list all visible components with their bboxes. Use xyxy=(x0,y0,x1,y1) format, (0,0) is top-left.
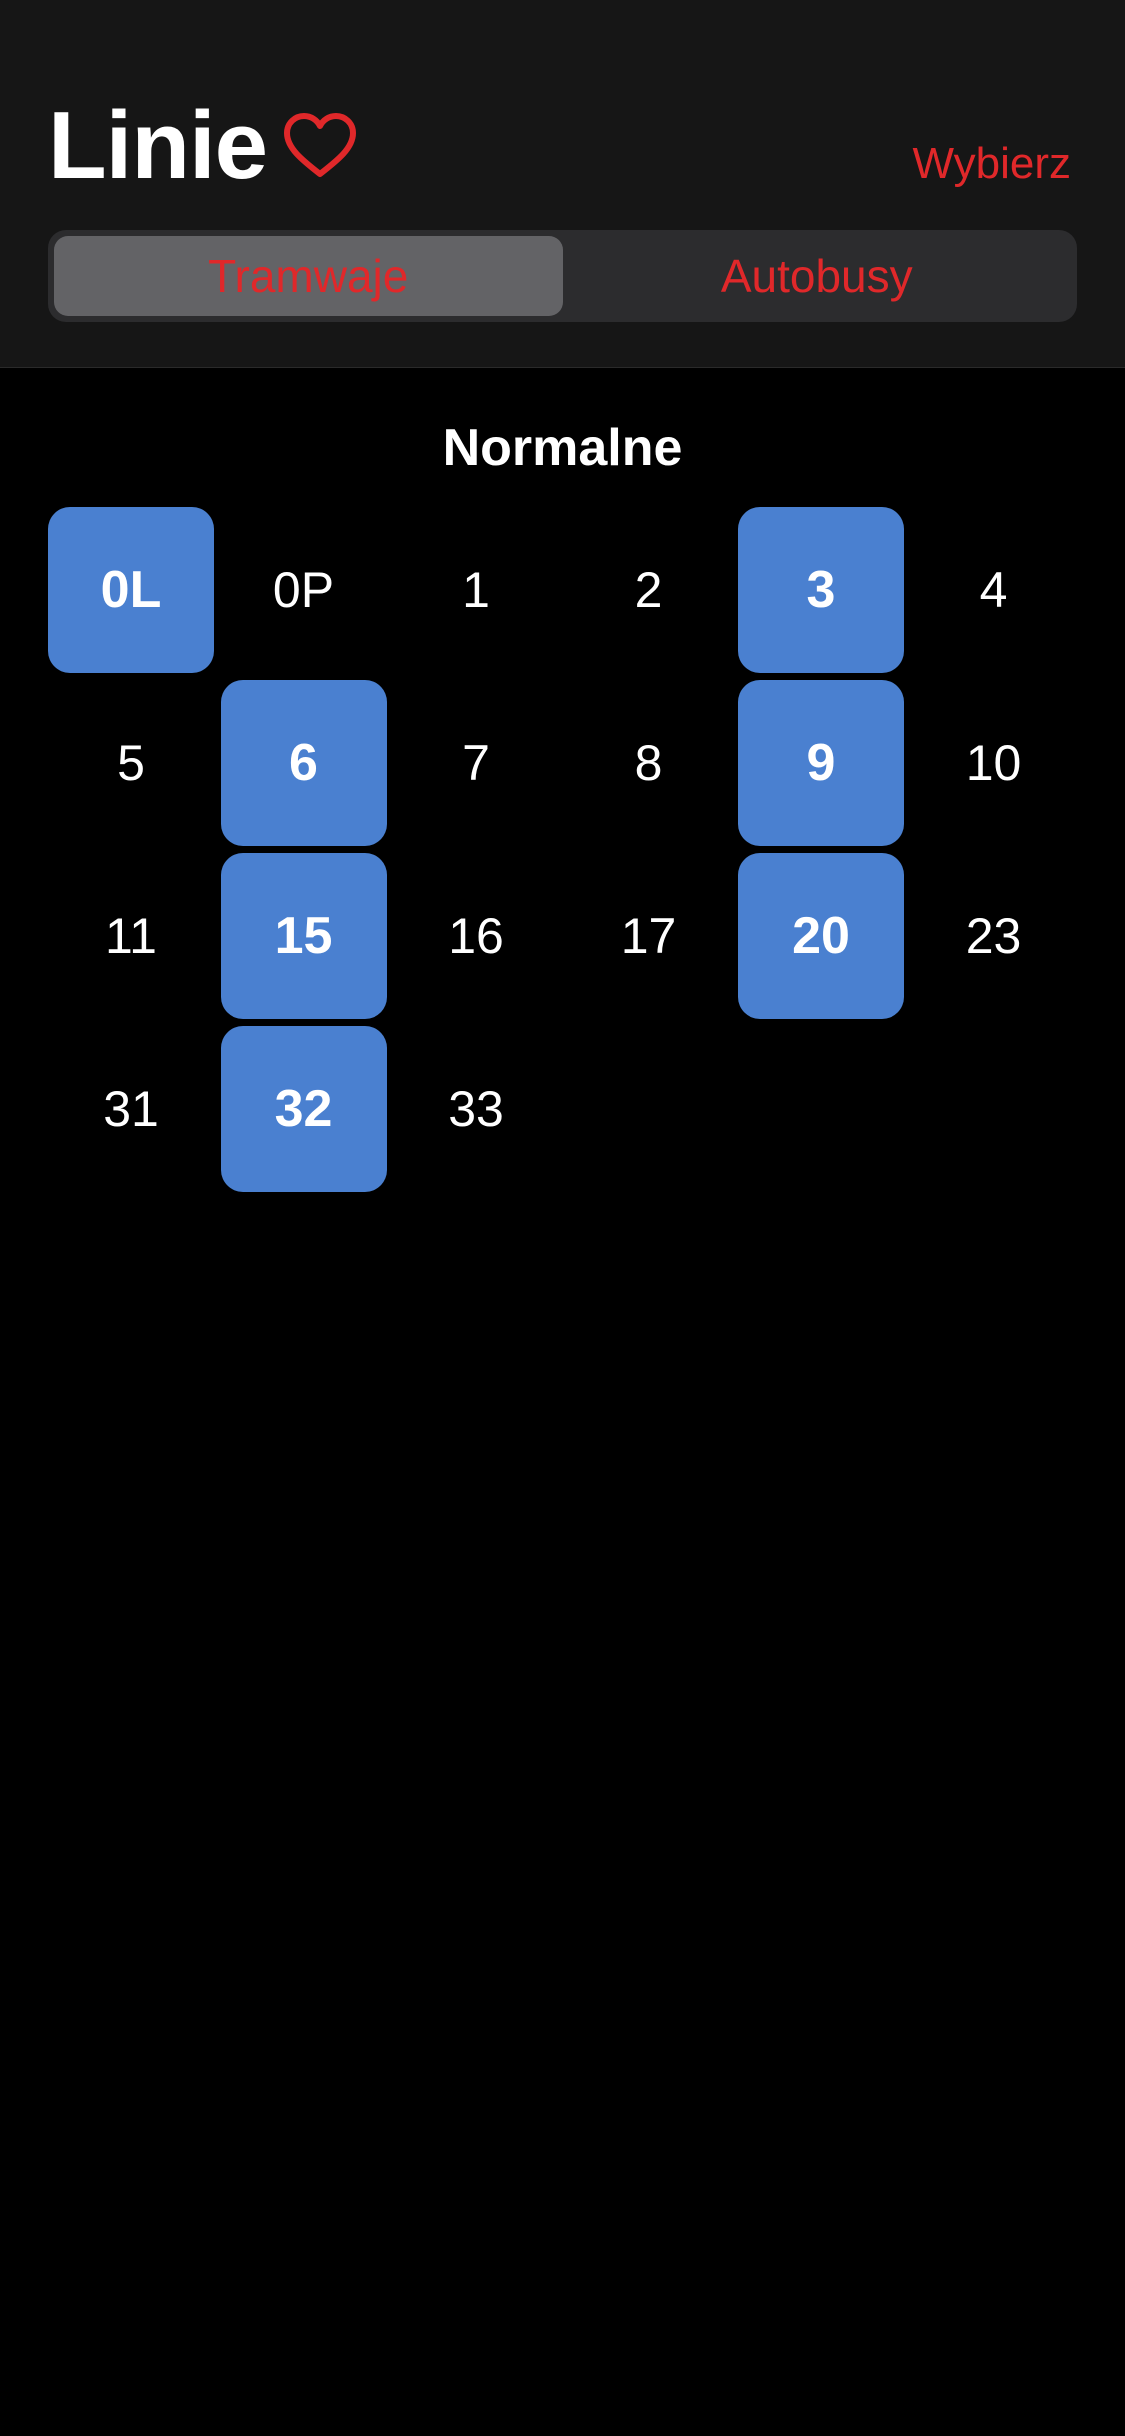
line-cell-0L[interactable]: 0L xyxy=(48,507,214,673)
line-cell-16[interactable]: 16 xyxy=(448,908,504,964)
line-cell-2[interactable]: 2 xyxy=(634,562,663,618)
line-cell-1[interactable]: 1 xyxy=(462,562,490,618)
line-cell-3[interactable]: 3 xyxy=(738,507,904,673)
line-cell-7[interactable]: 7 xyxy=(462,735,490,791)
line-cell-0P[interactable]: 0P xyxy=(272,562,335,618)
line-cell-32[interactable]: 32 xyxy=(221,1026,387,1192)
line-cell-15[interactable]: 15 xyxy=(221,853,387,1019)
line-cell-8[interactable]: 8 xyxy=(634,735,663,791)
tab-autobusy[interactable] xyxy=(563,236,1072,316)
page-title: Linie xyxy=(48,92,268,199)
line-cell-20[interactable]: 20 xyxy=(738,853,904,1019)
line-cell-5[interactable]: 5 xyxy=(117,735,145,791)
heart-outline-icon[interactable] xyxy=(282,112,358,180)
line-cell-23[interactable]: 23 xyxy=(965,908,1022,964)
line-cell-6[interactable]: 6 xyxy=(221,680,387,846)
transport-type-segmented-control xyxy=(48,230,1077,322)
tab-tramwaje[interactable] xyxy=(54,236,563,316)
select-button[interactable]: Wybierz xyxy=(912,139,1071,188)
line-cell-4[interactable]: 4 xyxy=(979,562,1008,618)
line-cell-10[interactable]: 10 xyxy=(965,735,1022,791)
line-cell-31[interactable]: 31 xyxy=(103,1081,159,1137)
line-cell-17[interactable]: 17 xyxy=(620,908,677,964)
header xyxy=(0,0,1125,368)
line-cell-33[interactable]: 33 xyxy=(448,1081,504,1137)
section-title: Normalne xyxy=(442,419,683,477)
tab-tramwaje-label: Tramwaje xyxy=(208,250,409,302)
lines-grid xyxy=(48,507,1084,1192)
line-cell-9[interactable]: 9 xyxy=(738,680,904,846)
tab-autobusy-label: Autobusy xyxy=(720,250,913,302)
line-cell-11[interactable]: 11 xyxy=(105,908,157,964)
